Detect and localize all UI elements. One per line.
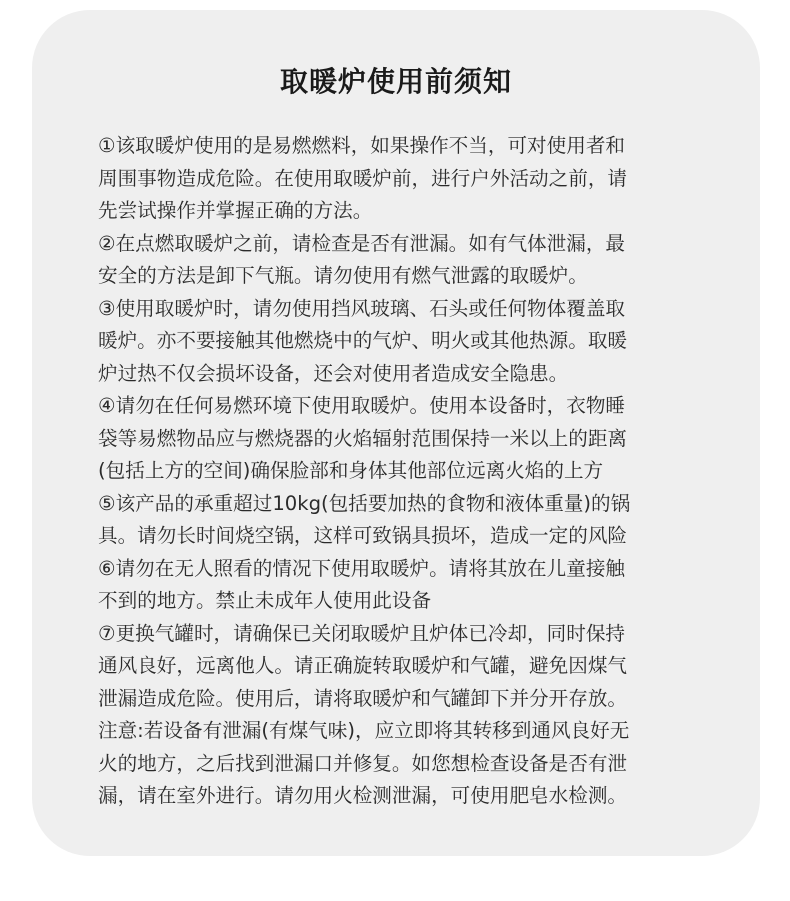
notice-line: ①该取暖炉使用的是易燃燃料，如果操作不当，可对使用者和	[98, 134, 626, 157]
notice-card	[32, 10, 760, 856]
notice-line: 通风良好，远离他人。请正确旋转取暖炉和气罐，避免因煤气	[98, 654, 628, 677]
page-title: 取暖炉使用前须知	[279, 65, 512, 98]
notice-line: ④请勿在任何易燃环境下使用取暖炉。使用本设备时，衣物睡	[98, 394, 626, 417]
notice-line: ⑥请勿在无人照看的情况下使用取暖炉。请将其放在儿童接触	[98, 556, 626, 580]
notice-line: ⑦更换气罐时，请确保已关闭取暖炉且炉体已冷却，同时保持	[98, 621, 626, 645]
notice-line: 先尝试操作并掌握正确的方法。	[98, 199, 373, 222]
notice-line: 暖炉。亦不要接触其他燃烧中的气炉、明火或其他热源。取暖	[98, 329, 628, 352]
notice-line: 炉过热不仅会损坏设备，还会对使用者造成安全隐患。	[98, 361, 569, 385]
notice-line: 安全的方法是卸下气瓶。请勿使用有燃气泄露的取暖炉。	[98, 264, 588, 287]
notice-line: 泄漏造成危险。使用后，请将取暖炉和气罐卸下并分开存放。	[98, 686, 628, 710]
notice-line: 注意:若设备有泄漏(有煤气味)，应立即将其转移到通风良好无	[98, 719, 630, 742]
notice-line: 漏，请在室外进行。请勿用火检测泄漏，可使用肥皂水检测。	[98, 784, 628, 807]
notice-line: ③使用取暖炉时，请勿使用挡风玻璃、石头或任何物体覆盖取	[98, 296, 626, 320]
notice-line: (包括上方的空间)确保脸部和身体其他部位远离火焰的上方	[98, 459, 604, 482]
notice-line: 周围事物造成危险。在使用取暖炉前，进行户外活动之前，请	[98, 166, 628, 190]
notice-line: 不到的地方。禁止未成年人使用此设备	[98, 589, 432, 612]
notice-line: 火的地方，之后找到泄漏口并修复。如您想检查设备是否有泄	[98, 751, 628, 775]
notice-line: 袋等易燃物品应与燃烧器的火焰辐射范围保持一米以上的距离	[98, 426, 628, 450]
notice-line: ②在点燃取暖炉之前，请检查是否有泄漏。如有气体泄漏，最	[98, 231, 626, 255]
notice-line: 具。请勿长时间烧空锅，这样可致锅具损坏，造成一定的风险	[98, 524, 628, 547]
notice-line: ⑤该产品的承重超过10kg(包括要加热的食物和液体重量)的锅	[98, 491, 631, 515]
notice-body	[98, 130, 698, 813]
